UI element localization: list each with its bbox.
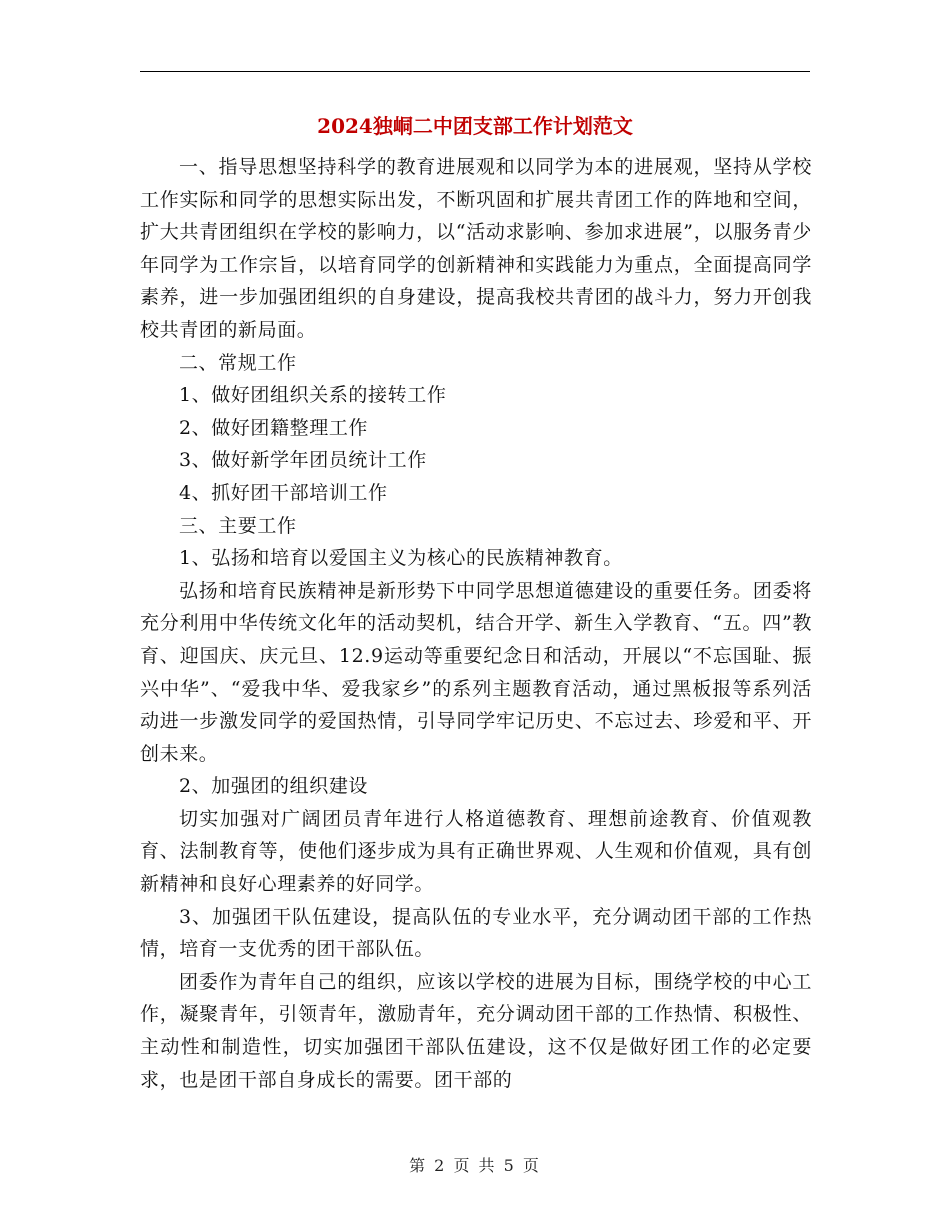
document-title: 2024独峒二中团支部工作计划范文: [317, 114, 633, 138]
paragraph-national-spirit: 弘扬和培育民族精神是新形势下中同学思想道德建设的重要任务。团委将充分利用中华传统文化年的活动契机，结合开学、新生入学教育、“五。四”教育、迎国庆、庆元旦、12.9运动等重要纪念日和活动，开展以“不忘国耻、振兴中华”、“爱我中华、爱我家乡”的系列主题教育活动，通过黑板报等系列活动进一步激发同学的爱国热情，引导同学牢记历史、不忘过去、珍爱和平、开创未来。: [140, 579, 812, 765]
paragraph-cadre-team: 团委作为青年自己的组织，应该以学校的进展为目标，围绕学校的中心工作，凝聚青年，引领青年，激励青年，充分调动团干部的工作热情、积极性、主动性和制造性，切实加强团干部队伍建设，这不仅是做好团工作的必定要求，也是团干部自身成长的需要。团干部的: [140, 970, 812, 1091]
heading-routine-work: 二、常规工作: [178, 351, 297, 374]
list-item: 2、加强团的组织建设: [178, 775, 369, 798]
header-rule: [140, 71, 810, 72]
list-item: 1、弘扬和培育以爱国主义为核心的民族精神教育。: [178, 547, 623, 570]
document-body: [140, 151, 812, 1096]
heading-main-work: 三、主要工作: [178, 514, 297, 537]
paragraph-guiding-thought: 一、指导思想坚持科学的教育进展观和以同学为本的进展观，坚持从学校工作实际和同学的思想实际出发，不断巩固和扩展共青团工作的阵地和空间，扩大共青团组织在学校的影响力，以“活动求影响、参加求进展”，以服务青少年同学为工作宗旨，以培育同学的创新精神和实践能力为重点，全面提高同学素养，进一步加强团组织的自身建设，提高我校共青团的战斗力，努力开创我校共青团的新局面。: [140, 156, 812, 341]
list-item: 1、做好团组织关系的接转工作: [178, 384, 447, 407]
list-item: 3、做好新学年团员统计工作: [178, 449, 427, 472]
list-item: 2、做好团籍整理工作: [178, 416, 369, 439]
page-number: 第 2 页 共 5 页: [409, 1156, 541, 1175]
list-item: 3、加强团干队伍建设，提高队伍的专业水平，充分调动团干部的工作热情，培育一支优秀的团干部队伍。: [140, 905, 812, 961]
list-item: 4、抓好团干部培训工作: [178, 481, 388, 504]
paragraph-organization: 切实加强对广阔团员青年进行人格道德教育、理想前途教育、价值观教育、法制教育等，使他们逐步成为具有正确世界观、人生观和价值观，具有创新精神和良好心理素养的好同学。: [140, 807, 812, 896]
